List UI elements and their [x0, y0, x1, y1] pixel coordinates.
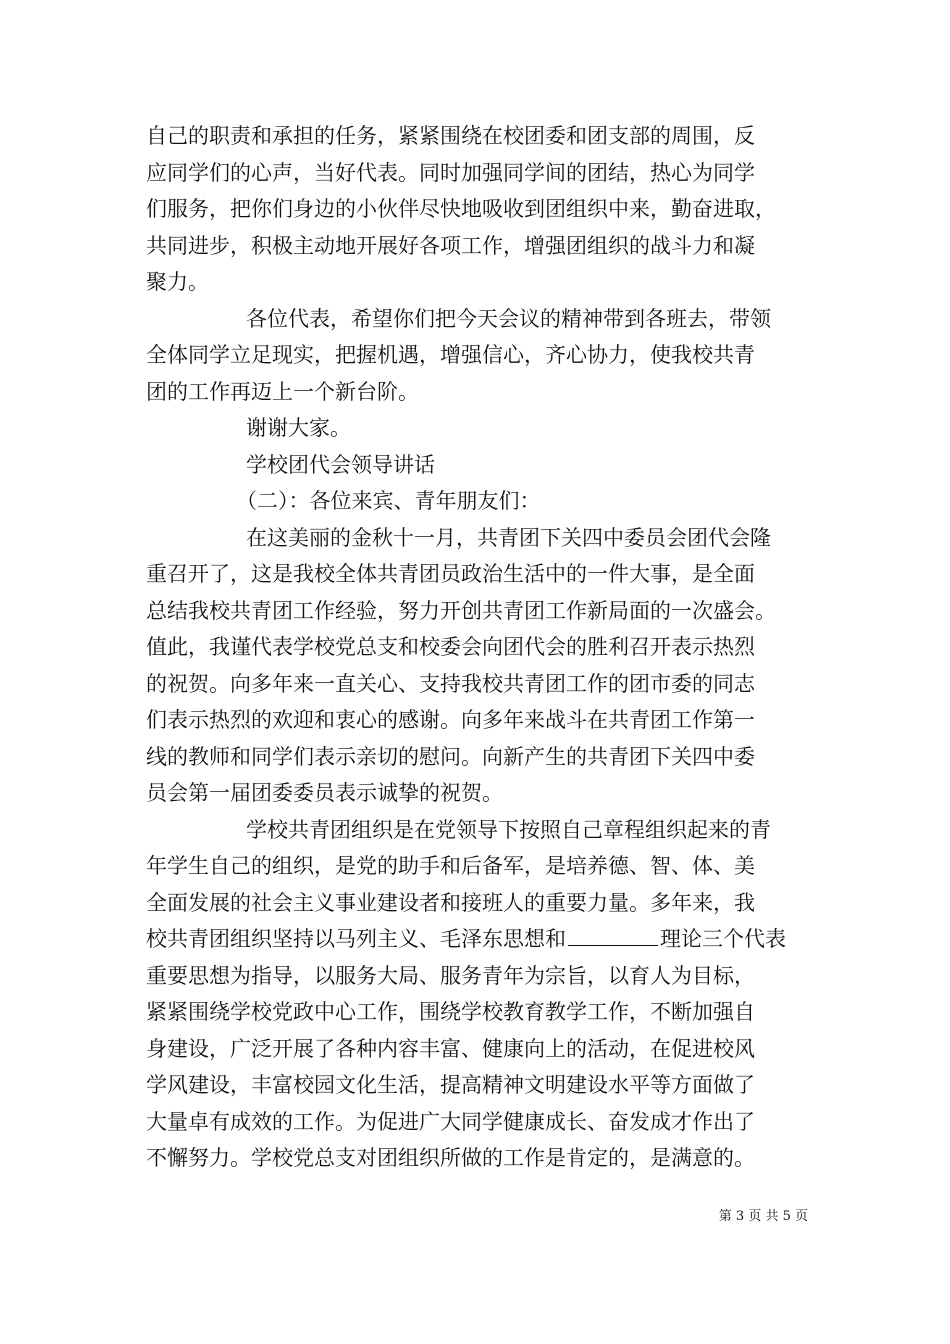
section-title: 学校团代会领导讲话 [246, 452, 435, 477]
fill-in-blank [568, 927, 658, 946]
closing-line: 谢谢大家。 [246, 416, 351, 440]
text-line: 的祝贺。向多年来一直关心、支持我校共青团工作的团市委的同志 [146, 671, 755, 696]
text-line: 全体同学立足现实，把握机遇，增强信心，齐心协力，使我校共青 [146, 343, 755, 367]
salutation-line: （二）：各位来宾、青年朋友们： [236, 489, 541, 513]
text-line: 重要思想为指导，以服务大局、服务青年为宗旨，以育人为目标， [146, 963, 755, 988]
text-line: 们服务，把你们身边的小伙伴尽快地吸收到团组织中来，勤奋进取， [146, 197, 776, 221]
text-line: 员会第一届团委委员表示诚挚的祝贺。 [146, 781, 503, 805]
text-line: 自己的职责和承担的任务，紧紧围绕在校团委和团支部的周围，反 [146, 124, 755, 148]
paragraph-first-line: 各位代表，希望你们把今天会议的精神带到各班去，带领 [246, 306, 771, 331]
text-line: 重召开了，这是我校全体共青团员政治生活中的一件大事，是全面 [146, 562, 755, 586]
text-line: 应同学们的心声，当好代表。同时加强同学间的团结，热心为同学 [146, 160, 755, 185]
text-line: 紧紧围绕学校党政中心工作，围绕学校教育教学工作，不断加强自 [146, 1000, 755, 1024]
text-line: 总结我校共青团工作经验，努力开创共青团工作新局面的一次盛会。 [146, 598, 776, 623]
text-line: 们表示热烈的欢迎和衷心的感谢。向多年来战斗在共青团工作第一 [146, 708, 755, 732]
text-line: 学风建设，丰富校园文化生活，提高精神文明建设水平等方面做了 [146, 1073, 755, 1097]
text-line: 大量卓有成效的工作。为促进广大同学健康成长、奋发成才作出了 [146, 1109, 755, 1134]
paragraph-first-line: 在这美丽的金秋十一月，共青团下关四中委员会团代会隆 [246, 525, 771, 550]
paragraph-first-line: 学校共青团组织是在党领导下按照自己章程组织起来的青 [246, 817, 771, 842]
body-text [146, 118, 836, 1177]
text-line-with-blank [146, 921, 836, 958]
text-segment: 理论三个代表 [660, 927, 786, 951]
text-segment: 校共青团组织坚持以马列主义、毛泽东思想和 [146, 927, 566, 951]
text-line: 线的教师和同学们表示亲切的慰问。向新产生的共青团下关四中委 [146, 744, 755, 769]
text-line: 身建设，广泛开展了各种内容丰富、健康向上的活动，在促进校风 [146, 1036, 755, 1061]
text-line: 团的工作再迈上一个新台阶。 [146, 379, 419, 404]
text-line: 值此，我谨代表学校党总支和校委会向团代会的胜利召开表示热烈 [146, 635, 755, 659]
text-line: 年学生自己的组织，是党的助手和后备军，是培养德、智、体、美 [146, 854, 755, 878]
page-number-footer: 第 3 页 共 5 页 [718, 1209, 808, 1224]
text-line: 聚力。 [146, 270, 209, 294]
text-line: 全面发展的社会主义事业建设者和接班人的重要力量。多年来，我 [146, 890, 755, 915]
text-line: 共同进步，积极主动地开展好各项工作，增强团组织的战斗力和凝 [146, 233, 755, 258]
text-line: 不懈努力。学校党总支对团组织所做的工作是肯定的，是满意的。 [146, 1146, 755, 1170]
